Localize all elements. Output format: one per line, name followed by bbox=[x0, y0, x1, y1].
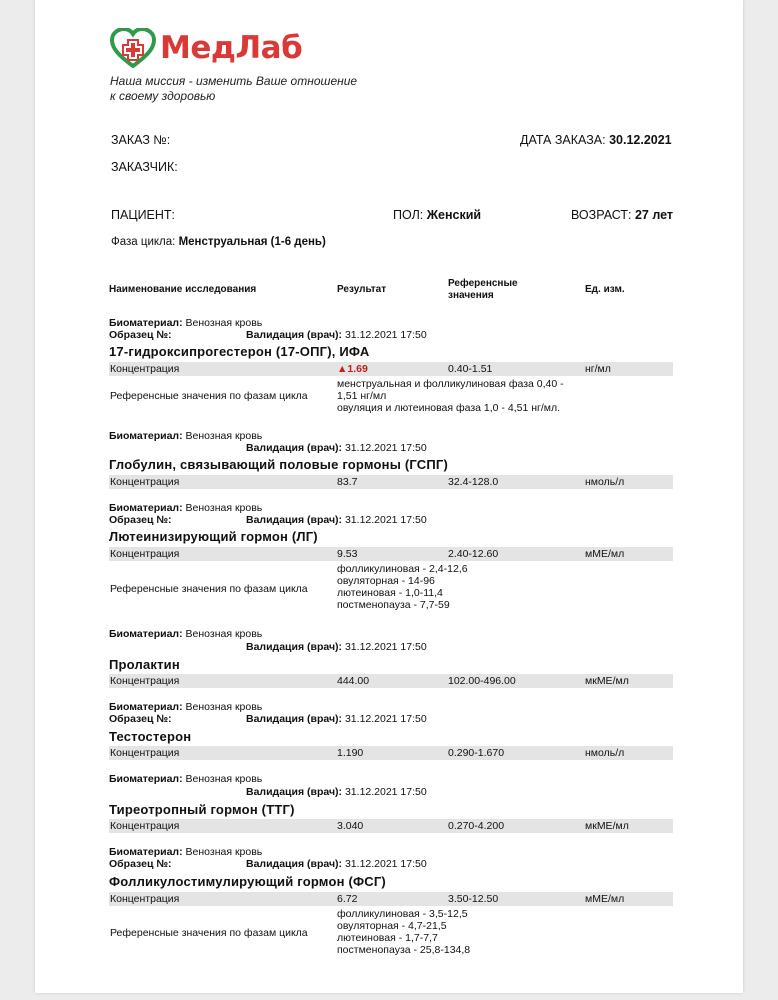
result-row bbox=[109, 547, 673, 561]
unit-value: мМЕ/мл bbox=[585, 548, 625, 560]
validation-line bbox=[246, 641, 427, 653]
sex-label: ПОЛ: bbox=[393, 208, 424, 222]
result-value: 3.040 bbox=[337, 820, 364, 832]
validation-label: Валидация (врач): bbox=[246, 514, 343, 526]
cycle-phase bbox=[111, 236, 326, 248]
biomaterial-line bbox=[109, 502, 262, 514]
biomaterial-label: Биоматериал: bbox=[109, 430, 183, 442]
unit-value: мкМЕ/мл bbox=[585, 675, 629, 687]
biomaterial-value: Венозная кровь bbox=[185, 628, 263, 640]
biomaterial-label: Биоматериал: bbox=[109, 628, 183, 640]
validation-line bbox=[246, 858, 427, 870]
test-title: Тиреотропный гормон (ТТГ) bbox=[109, 802, 295, 817]
report-page bbox=[35, 0, 743, 993]
test-title: Лютеинизирующий гормон (ЛГ) bbox=[109, 529, 318, 544]
col-header-unit: Ед. изм. bbox=[585, 284, 625, 295]
row-label: Концентрация bbox=[110, 747, 180, 759]
validation-value: 31.12.2021 17:50 bbox=[344, 786, 427, 798]
row-label: Концентрация bbox=[110, 548, 180, 560]
slogan: Наша миссия - изменить Ваше отношение к своему здоровью bbox=[110, 74, 358, 103]
phase-ref-label: Референсные значения по фазам цикла bbox=[110, 927, 308, 939]
result-row bbox=[109, 475, 673, 489]
result-row bbox=[109, 819, 673, 833]
result-value: 83.7 bbox=[337, 476, 358, 488]
biomaterial-line bbox=[109, 430, 262, 442]
order-date bbox=[520, 133, 672, 147]
phase-ref-text: менструальная и фолликулиновая фаза 0,40 - 1,51 нг/мл овуляция и лютеиновая фаза 1,0 - 4,51 нг/мл. bbox=[337, 378, 564, 414]
test-title: Тестостерон bbox=[109, 729, 192, 744]
validation-label: Валидация (врач): bbox=[246, 713, 343, 725]
sex-value: Женский bbox=[426, 208, 482, 222]
result-value: 444.00 bbox=[337, 675, 370, 687]
order-date-value: 30.12.2021 bbox=[609, 133, 672, 147]
row-label: Концентрация bbox=[110, 893, 180, 905]
validation-line bbox=[246, 442, 427, 454]
row-label: Концентрация bbox=[110, 363, 180, 375]
validation-value: 31.12.2021 17:50 bbox=[344, 329, 427, 341]
brand-name: МедЛаб bbox=[160, 30, 303, 66]
validation-label: Валидация (врач): bbox=[246, 786, 343, 798]
test-title: Пролактин bbox=[109, 657, 180, 672]
biomaterial-label: Биоматериал: bbox=[109, 701, 183, 713]
validation-line bbox=[246, 786, 427, 798]
biomaterial-line bbox=[109, 701, 262, 713]
biomaterial-value: Венозная кровь bbox=[185, 773, 263, 785]
patient-label: ПАЦИЕНТ: bbox=[111, 208, 176, 222]
result-row bbox=[109, 674, 673, 688]
sample-label: Образец №: bbox=[109, 329, 172, 341]
reference-value: 0.290-1.670 bbox=[448, 747, 505, 759]
order-number-label: ЗАКАЗ №: bbox=[111, 133, 171, 147]
result-value: 9.53 bbox=[337, 548, 358, 560]
reference-value: 2.40-12.60 bbox=[448, 548, 499, 560]
reference-value: 32.4-128.0 bbox=[448, 476, 499, 488]
reference-value: 102.00-496.00 bbox=[448, 675, 516, 687]
unit-value: нмоль/л bbox=[585, 747, 625, 759]
biomaterial-line bbox=[109, 846, 262, 858]
reference-value: 0.40-1.51 bbox=[448, 363, 493, 375]
validation-line bbox=[246, 514, 427, 526]
customer-label: ЗАКАЗЧИК: bbox=[111, 160, 178, 174]
high-flag-icon: ▲ bbox=[337, 363, 348, 375]
row-label: Концентрация bbox=[110, 820, 180, 832]
validation-value: 31.12.2021 17:50 bbox=[344, 713, 427, 725]
biomaterial-line bbox=[109, 317, 262, 329]
order-date-label: ДАТА ЗАКАЗА: bbox=[520, 133, 606, 147]
validation-line bbox=[246, 713, 427, 725]
age-value: 27 лет bbox=[634, 208, 674, 222]
age-label: ВОЗРАСТ: bbox=[571, 208, 632, 222]
validation-value: 31.12.2021 17:50 bbox=[344, 858, 427, 870]
sample-label: Образец №: bbox=[109, 858, 172, 870]
validation-label: Валидация (врач): bbox=[246, 858, 343, 870]
validation-value: 31.12.2021 17:50 bbox=[344, 514, 427, 526]
unit-value: нг/мл bbox=[585, 363, 611, 375]
test-title: Фолликулостимулирующий гормон (ФСГ) bbox=[109, 874, 386, 889]
reference-value: 3.50-12.50 bbox=[448, 893, 499, 905]
biomaterial-label: Биоматериал: bbox=[109, 846, 183, 858]
test-title: Глобулин, связывающий половые гормоны (ГСПГ) bbox=[109, 457, 449, 472]
biomaterial-label: Биоматериал: bbox=[109, 317, 183, 329]
biomaterial-value: Венозная кровь bbox=[185, 502, 263, 514]
biomaterial-label: Биоматериал: bbox=[109, 502, 183, 514]
unit-value: мкМЕ/мл bbox=[585, 820, 629, 832]
patient-sex bbox=[393, 208, 481, 222]
phase-ref-text: фолликулиновая - 2,4-12,6 овуляторная - 14-96 лютеиновая - 1,0-11,4 постменопауза - 7,7-59 bbox=[337, 563, 468, 611]
phase-ref-text: фолликулиновая - 3,5-12,5 овуляторная - 4,7-21,5 лютеиновая - 1,7-7,7 постменопауза - 25,8-134,8 bbox=[337, 908, 471, 956]
cycle-phase-value: Менструальная (1-6 день) bbox=[178, 236, 326, 248]
biomaterial-value: Венозная кровь bbox=[185, 317, 263, 329]
biomaterial-line bbox=[109, 773, 262, 785]
unit-value: мМЕ/мл bbox=[585, 893, 625, 905]
validation-value: 31.12.2021 17:50 bbox=[344, 442, 427, 454]
biomaterial-label: Биоматериал: bbox=[109, 773, 183, 785]
validation-value: 31.12.2021 17:50 bbox=[344, 641, 427, 653]
patient-age bbox=[571, 208, 673, 222]
result-row bbox=[109, 892, 673, 906]
validation-label: Валидация (врач): bbox=[246, 442, 343, 454]
reference-value: 0.270-4.200 bbox=[448, 820, 505, 832]
result-value: 6.72 bbox=[337, 893, 358, 905]
row-label: Концентрация bbox=[110, 675, 180, 687]
sample-label: Образец №: bbox=[109, 514, 172, 526]
col-header-name: Наименование исследования bbox=[109, 284, 257, 295]
result-value: 1.190 bbox=[337, 747, 364, 759]
cycle-phase-label: Фаза цикла: bbox=[111, 236, 176, 248]
col-header-result: Результат bbox=[337, 284, 387, 295]
phase-ref-label: Референсные значения по фазам цикла bbox=[110, 583, 308, 595]
phase-ref-label: Референсные значения по фазам цикла bbox=[110, 390, 308, 402]
unit-value: нмоль/л bbox=[585, 476, 625, 488]
heart-cross-logo-icon bbox=[110, 28, 156, 68]
sample-label: Образец №: bbox=[109, 713, 172, 725]
biomaterial-value: Венозная кровь bbox=[185, 701, 263, 713]
test-title: 17-гидроксипрогестерон (17-ОПГ), ИФА bbox=[109, 344, 370, 359]
validation-line bbox=[246, 329, 427, 341]
result-row bbox=[109, 362, 673, 376]
biomaterial-line bbox=[109, 628, 262, 640]
validation-label: Валидация (врач): bbox=[246, 329, 343, 341]
result-row bbox=[109, 746, 673, 760]
col-header-ref: Референсные значения bbox=[448, 278, 518, 301]
validation-label: Валидация (врач): bbox=[246, 641, 343, 653]
row-label: Концентрация bbox=[110, 476, 180, 488]
biomaterial-value: Венозная кровь bbox=[185, 846, 263, 858]
biomaterial-value: Венозная кровь bbox=[185, 430, 263, 442]
result-value: ▲1.69 bbox=[337, 363, 368, 375]
